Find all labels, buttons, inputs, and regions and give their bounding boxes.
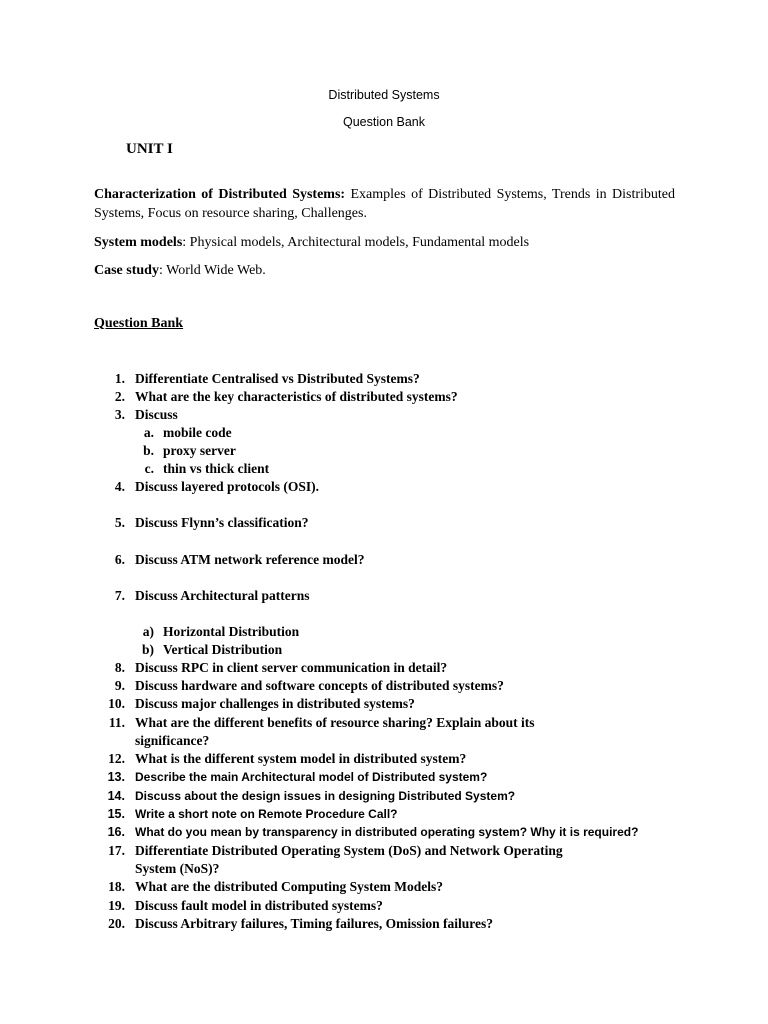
document-subtitle: Question Bank [343, 115, 425, 129]
question-number: 6. [114, 552, 125, 567]
question-number: 18. [108, 879, 125, 894]
question-continuation: System (NoS)? [135, 861, 220, 876]
syllabus-label: Case study [94, 263, 159, 278]
sub-item-text: Vertical Distribution [163, 642, 283, 657]
sub-item-number: b) [141, 642, 154, 657]
question-text: Differentiate Distributed Operating System (DoS) and Network Operating [135, 843, 563, 858]
question-number: 12. [108, 751, 125, 766]
question-text: Discuss about the design issues in designing Distributed System? [135, 789, 516, 803]
question-number: 17. [108, 843, 125, 858]
question-number: 16. [107, 825, 125, 839]
question-text: Describe the main Architectural model of Distributed system? [135, 770, 488, 784]
question-bank-heading: Question Bank [94, 316, 184, 331]
question-text: What are the distributed Computing System Models? [135, 879, 444, 894]
sub-item-number: c. [144, 461, 154, 476]
question-text: Discuss major challenges in distributed systems? [135, 696, 415, 711]
question-text: Discuss Architectural patterns [135, 588, 310, 603]
sub-item-text: proxy server [163, 443, 236, 458]
question-number: 10. [108, 696, 125, 711]
question-text: Discuss hardware and software concepts of distributed systems? [135, 678, 504, 693]
unit-heading: UNIT I [126, 141, 173, 157]
sub-item-text: mobile code [163, 425, 232, 440]
question-text: Discuss ATM network reference model? [135, 552, 365, 567]
question-number: 1. [114, 371, 125, 386]
syllabus-text: : World Wide Web. [158, 263, 266, 278]
syllabus-topic-characterization [94, 185, 675, 223]
question-text: What are the key characteristics of distributed systems? [135, 389, 458, 404]
question-text: Differentiate Centralised vs Distributed Systems? [135, 371, 420, 386]
question-text: Discuss fault model in distributed systems? [135, 898, 383, 913]
question-text: Discuss Arbitrary failures, Timing failures, Omission failures? [135, 916, 494, 931]
question-number: 11. [108, 715, 125, 730]
question-text: Discuss Flynn’s classification? [135, 515, 309, 530]
question-number: 3. [114, 407, 125, 422]
question-text: What are the different benefits of resource sharing? Explain about its [135, 715, 535, 730]
question-number: 13. [107, 770, 125, 784]
question-text: Write a short note on Remote Procedure Call? [135, 807, 398, 821]
sub-item-number: b. [143, 443, 154, 458]
question-text: What do you mean by transparency in distributed operating system? Why it is required? [135, 825, 639, 839]
question-text: Discuss RPC in client server communication in detail? [135, 660, 448, 675]
document-title: Distributed Systems [328, 88, 440, 102]
sub-item-text: Horizontal Distribution [163, 624, 300, 639]
question-number: 19. [108, 898, 125, 913]
syllabus-topic-system-models [94, 233, 675, 252]
question-number: 7. [114, 588, 125, 603]
sub-item-number: a) [142, 624, 154, 639]
sub-item-number: a. [143, 425, 154, 440]
question-continuation: significance? [135, 733, 210, 748]
question-number: 9. [114, 678, 125, 693]
syllabus-label: Characterization of Distributed Systems: [94, 187, 346, 202]
question-number: 8. [114, 660, 125, 675]
question-number: 2. [114, 389, 125, 404]
sub-item-text: thin vs thick client [163, 461, 270, 476]
question-number: 5. [114, 515, 125, 530]
question-text: What is the different system model in distributed system? [135, 751, 467, 766]
syllabus-text: : Physical models, Architectural models, Fundamental models [182, 235, 530, 250]
question-number: 14. [107, 789, 125, 803]
question-number: 4. [114, 479, 125, 494]
syllabus-topic-case-study [94, 261, 675, 280]
syllabus-text: Examples of Distributed Systems, Trends in Distributed Systems, Focus on resource sharing, Challenges. [94, 187, 675, 221]
syllabus-label: System models [94, 235, 183, 250]
question-text: Discuss [135, 407, 178, 422]
question-number: 20. [108, 916, 125, 931]
question-number: 15. [107, 807, 125, 821]
question-text: Discuss layered protocols (OSI). [135, 479, 320, 494]
